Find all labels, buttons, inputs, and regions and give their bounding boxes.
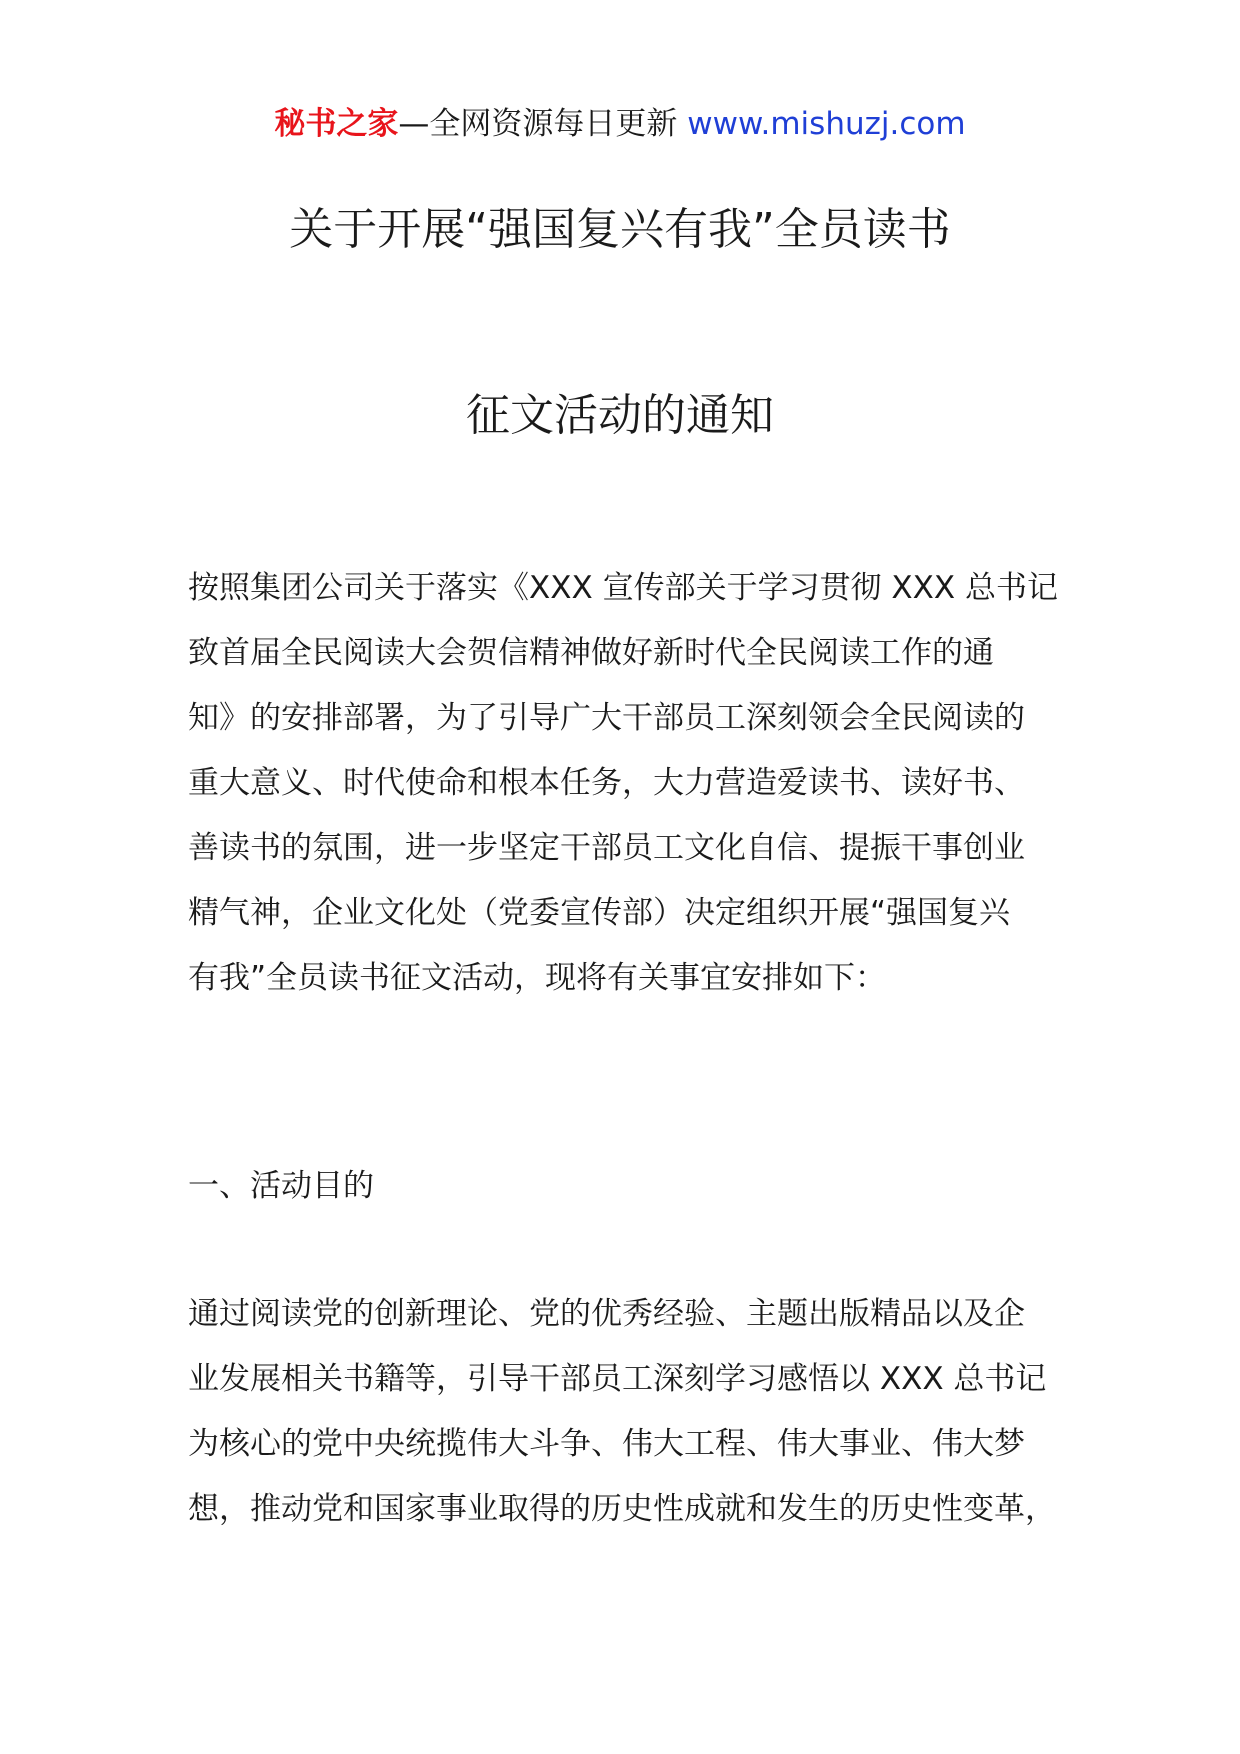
- paragraph-line: 通过阅读党的创新理论、党的优秀经验、主题出版精品以及企: [188, 1296, 1025, 1332]
- brand-name: 秘书之家: [274, 106, 399, 142]
- site-header: [0, 100, 1240, 148]
- paragraph-line: 重大意义、时代使命和根本任务，大力营造爱读书、读好书、: [188, 765, 1025, 801]
- document-title-line-1: 关于开展“强国复兴有我”全员读书: [289, 204, 951, 255]
- document-title-line-2: 征文活动的通知: [466, 390, 774, 441]
- section-heading-text: 一、活动目的: [188, 1168, 374, 1204]
- paragraph-line: 业发展相关书籍等，引导干部员工深刻学习感悟以 XXX 总书记: [188, 1361, 1047, 1397]
- section-heading-purpose: [188, 1154, 1088, 1219]
- paragraph-line: 按照集团公司关于落实《XXX 宣传部关于学习贯彻 XXX 总书记: [188, 570, 1058, 606]
- paragraph-line: 有我”全员读书征文活动，现将有关事宜安排如下：: [188, 960, 887, 996]
- site-url-link[interactable]: www.mishuzj.com: [687, 106, 966, 142]
- paragraph-line: 善读书的氛围，进一步坚定干部员工文化自信、提振干事创业: [188, 830, 1025, 866]
- header-tagline: —全网资源每日更新: [398, 106, 678, 142]
- purpose-paragraph: [188, 1282, 1088, 1542]
- paragraph-line: 为核心的党中央统揽伟大斗争、伟大工程、伟大事业、伟大梦: [188, 1426, 1025, 1462]
- intro-paragraph: [188, 556, 1088, 1011]
- paragraph-line: 致首届全民阅读大会贺信精神做好新时代全民阅读工作的通: [188, 635, 994, 671]
- paragraph-line: 知》的安排部署，为了引导广大干部员工深刻领会全民阅读的: [188, 700, 1025, 736]
- paragraph-line: 精气神，企业文化处（党委宣传部）决定组织开展“强国复兴: [188, 895, 1011, 931]
- paragraph-line: 想，推动党和国家事业取得的历史性成就和发生的历史性变革，: [188, 1491, 1056, 1527]
